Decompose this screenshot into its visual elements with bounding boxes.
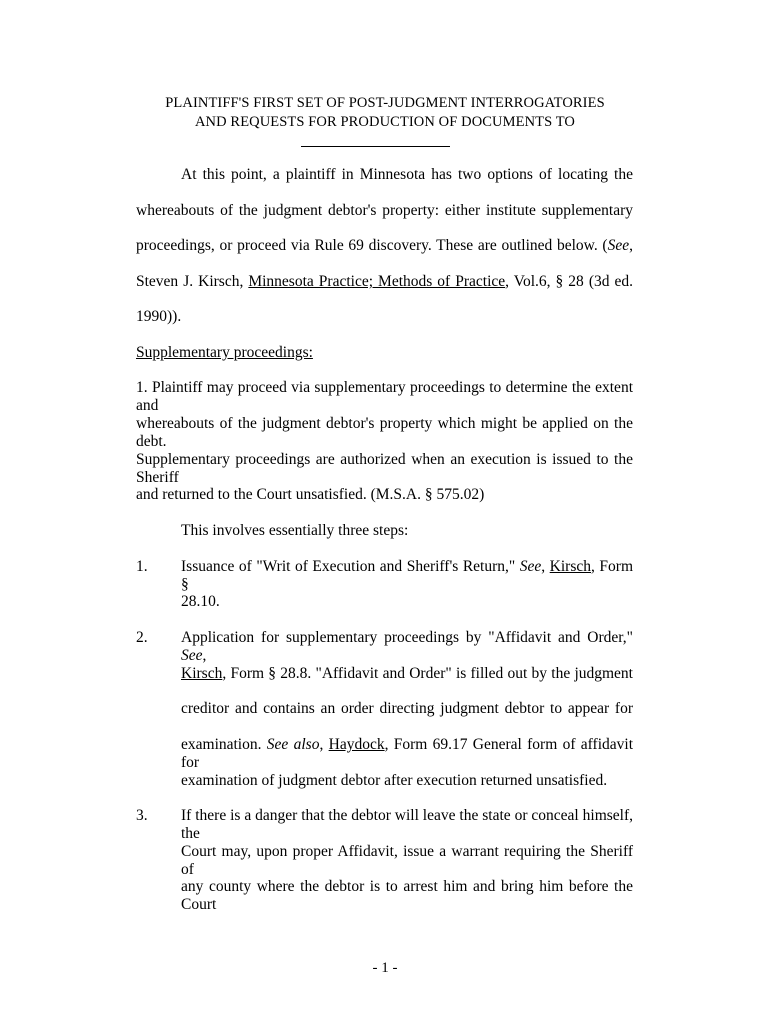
intro-line-4: Steven J. Kirsch, Minnesota Practice; Methods of Practice, Vol.6, § 28 (3d ed. — [136, 273, 634, 290]
step-2-line-1: Application for supplementary proceedings by "Affidavit and Order," See, — [181, 629, 633, 664]
page-number: - 1 - — [372, 960, 398, 976]
step-2-line-3: creditor and contains an order directing judgment debtor to appear for — [181, 700, 633, 717]
step-2-line-2: Kirsch, Form § 28.8. "Affidavit and Order" is filled out by the judgment — [181, 665, 633, 682]
step-1-line-1: Issuance of "Writ of Execution and Sheriff's Return," See, Kirsch, Form § — [181, 558, 633, 593]
citation-kirsch-2: Kirsch — [181, 665, 223, 682]
para1-line-3: Supplementary proceedings are authorized when an execution is issued to the Sheriff — [136, 451, 633, 486]
step-1-line-2: 28.10. — [181, 593, 220, 610]
intro-line-5: 1990)). — [136, 308, 182, 325]
recipient-blank-line — [301, 146, 450, 147]
section-heading: Supplementary proceedings: — [136, 344, 313, 361]
intro-line-3: proceedings, or proceed via Rule 69 discovery. These are outlined below. (See, — [136, 237, 633, 254]
step-2-number: 2. — [136, 629, 148, 646]
step-1-number: 1. — [136, 558, 148, 575]
document-title-line-1: PLAINTIFF'S FIRST SET OF POST-JUDGMENT INTERROGATORIES — [165, 95, 605, 111]
citation-kirsch: Kirsch — [549, 558, 591, 575]
step-2-line-4: examination. See also, Haydock, Form 69.17 General form of affidavit for — [181, 736, 634, 771]
steps-intro: This involves essentially three steps: — [181, 522, 409, 539]
step-3-line-1: If there is a danger that the debtor will leave the state or conceal himself, the — [181, 807, 633, 842]
step-3-line-2: Court may, upon proper Affidavit, issue a warrant requiring the Sheriff of — [181, 843, 633, 878]
intro-line-2: whereabouts of the judgment debtor's property: either institute supplementary — [136, 202, 633, 219]
step-3-line-3: any county where the debtor is to arrest him and bring him before the Court — [181, 878, 633, 913]
para1-line-1: 1. Plaintiff may proceed via supplementary proceedings to determine the extent and — [136, 379, 633, 414]
citation-minnesota-practice: Minnesota Practice; Methods of Practice — [248, 273, 506, 290]
para1-line-4: and returned to the Court unsatisfied. (M.S.A. § 575.02) — [136, 486, 485, 503]
document-title-line-2: AND REQUESTS FOR PRODUCTION OF DOCUMENTS TO — [194, 114, 575, 130]
step-2-line-5: examination of judgment debtor after execution returned unsatisfied. — [181, 772, 608, 789]
citation-haydock: Haydock — [328, 736, 385, 753]
intro-line-1: At this point, a plaintiff in Minnesota has two options of locating the — [181, 166, 633, 183]
para1-line-2: whereabouts of the judgment debtor's property which might be applied on the debt. — [136, 415, 633, 450]
step-3-number: 3. — [136, 807, 148, 824]
